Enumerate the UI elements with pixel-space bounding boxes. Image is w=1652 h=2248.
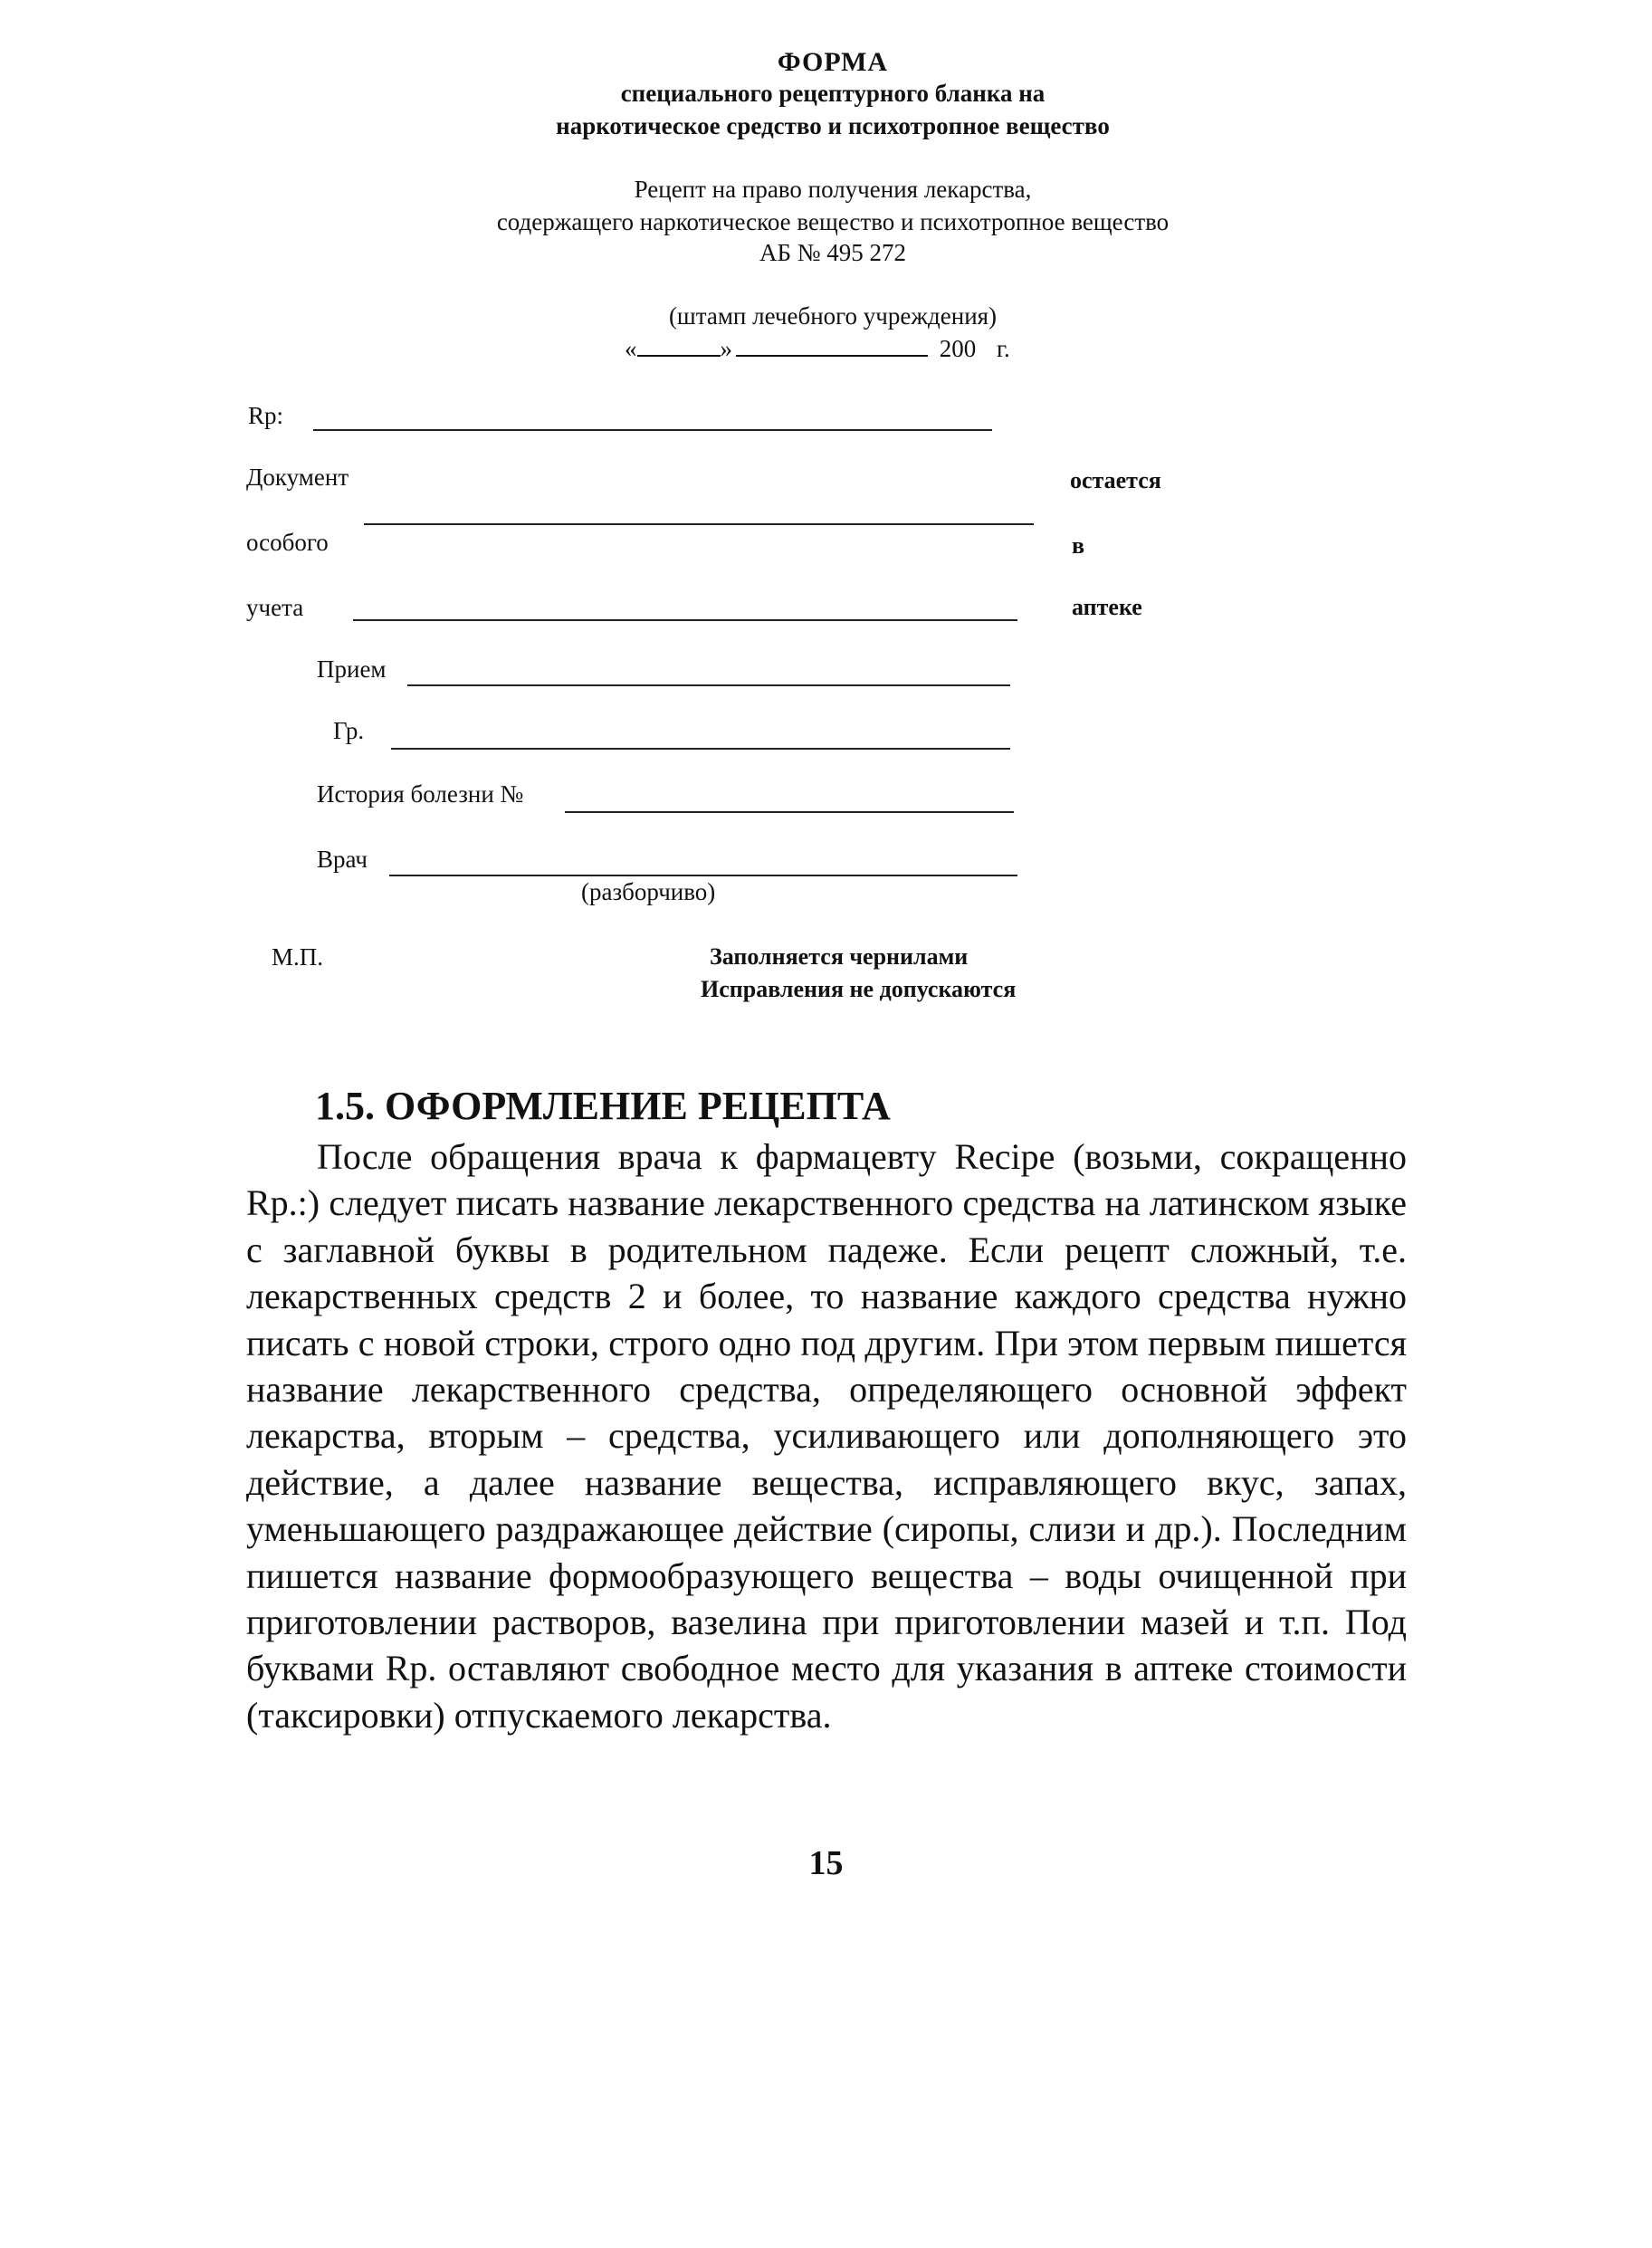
account-label: учета <box>246 594 304 621</box>
date-line <box>625 333 1010 363</box>
doctor-line <box>389 875 1017 876</box>
date-close-quote: » <box>720 335 732 362</box>
history-label: История болезни № <box>317 780 524 808</box>
seal-label: М.П. <box>272 943 324 971</box>
no-corrections-note: Исправления не допускаются <box>701 976 1017 1002</box>
remains-label: остается <box>1070 467 1161 493</box>
section-title: 1.5. ОФОРМЛЕНИЕ РЕЦЕПТА <box>315 1084 891 1128</box>
doctor-label: Врач <box>317 846 368 873</box>
legibly-label: (разборчиво) <box>581 878 716 905</box>
day-blank <box>637 333 721 357</box>
intake-label: Прием <box>317 655 387 683</box>
form-title: ФОРМА <box>777 47 889 77</box>
page-number: 15 <box>808 1844 844 1882</box>
pharmacy-label: аптеке <box>1072 594 1142 620</box>
recipe-line-1: Рецепт на право получения лекарства, <box>634 176 1032 203</box>
year-suffix: г. <box>997 335 1010 362</box>
rp-label: Rp: <box>248 402 284 429</box>
form-subtitle-1: специального рецептурного бланка на <box>620 80 1046 107</box>
recipe-line-2: содержащего наркотическое вещество и психотропное вещество <box>496 208 1170 235</box>
stamp-label: (штамп лечебного учреждения) <box>668 302 998 330</box>
section-paragraph <box>246 1134 1407 1738</box>
account-line <box>353 619 1017 621</box>
document-line <box>364 523 1034 525</box>
group-line <box>391 748 1010 750</box>
date-open-quote: « <box>625 335 637 362</box>
ink-note: Заполняется чернилами <box>710 943 969 970</box>
history-line <box>565 811 1014 813</box>
in-label: в <box>1072 532 1085 559</box>
intake-line <box>407 684 1010 686</box>
year-label: 200 <box>939 335 977 362</box>
month-blank <box>736 333 928 357</box>
rp-line <box>313 429 992 431</box>
paragraph-text: После обращения врача к фармацевту Recipe (возьми, сокращенно Rp.:) следует писать название лекарственного средства на латинском языке с заглавной буквы в родительном падеже. Если рецепт сложный, т.е. лекарственных средств 2 и более, то название каждого средства нужно писать с новой строки, строго одно под другим. При этом первым пишется название лекарственного средства, определяющего основной эффект лекарства, вторым – средства, усиливающего или дополняющего это действие, а далее название вещества, исправляющего вкус, запах, уменьшающего раздражающее действие (сиропы, слизи и др.). Последним пишется название формообразующего вещества – воды очищенной при приготовлении растворов, вазелина при приготовлении мазей и т.п. Под буквами Rp. оставляют свободное место для указания в аптеке стоимости (таксировки) отпускаемого лекарства. <box>246 1136 1407 1736</box>
form-subtitle-2: наркотическое средство и психотропное вещество <box>556 112 1110 139</box>
recipe-number: АБ № 495 272 <box>759 239 906 266</box>
document-label: Документ <box>246 464 349 491</box>
group-label: Гр. <box>333 717 365 744</box>
special-label: особого <box>246 529 329 556</box>
